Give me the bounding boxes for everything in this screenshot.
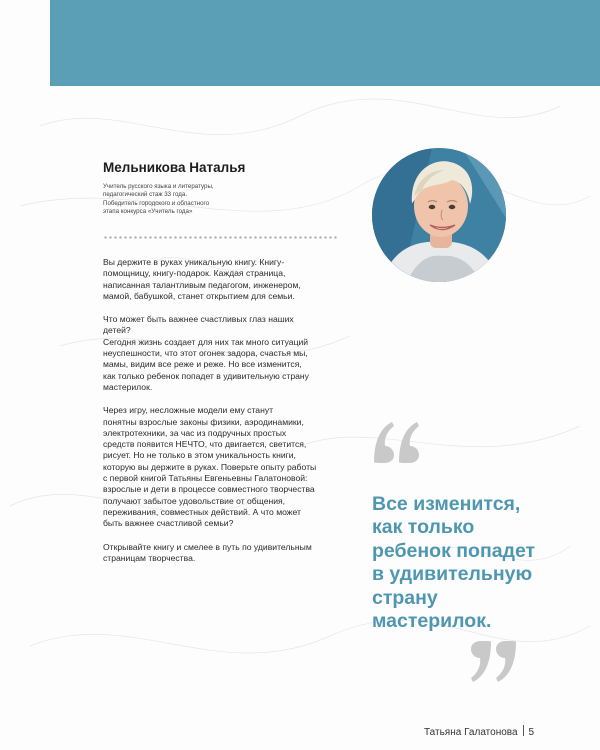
body-line: электротехники, за час из подручных простых	[103, 427, 287, 438]
page-number: 5	[528, 727, 535, 738]
body-line: взрослые и дети в процессе совместного творчества	[103, 484, 315, 495]
body-line: которую вы держите в руках. Поверьте опыту работы	[103, 461, 317, 472]
pull-quote-line: как только	[372, 516, 475, 539]
author-portrait-icon	[372, 148, 506, 282]
body-line: получают забытое удовольствие от общения,	[103, 495, 286, 506]
pull-quote-line: мастерилок.	[372, 610, 492, 633]
page-footer	[424, 725, 534, 738]
footer-author: Татьяна Галатонова	[424, 727, 518, 738]
author-photo	[372, 148, 506, 282]
body-line: переживания, совместных действий. А что может	[103, 506, 301, 517]
body-line: Вы держите в руках уникальную книгу. Книгу-	[103, 257, 285, 267]
body-line: рисует. Но не только в этом уникальность книги,	[103, 450, 296, 461]
body-line: как только ребенок попадет в удивительную страну	[103, 370, 309, 381]
body-line: мамой, бабушкой, станет открытием для семьи.	[103, 290, 295, 301]
body-line: с первой книгой Татьяны Евгеньевны Галатоновой:	[103, 473, 308, 484]
pull-quote-line: страну	[372, 586, 438, 609]
top-color-band	[50, 0, 600, 86]
author-bio-line: педагогический стаж 33 года.	[103, 191, 188, 199]
body-paragraph	[103, 405, 353, 529]
open-quote-icon	[372, 420, 422, 464]
pull-quote-line: в удивительную	[372, 563, 533, 586]
author-bio-line: Учитель русского языка и литературы,	[103, 183, 214, 190]
body-paragraph	[103, 314, 353, 393]
body-line: понятны взрослые законы физики, аэродинамики,	[103, 416, 304, 427]
author-bio-line: Победитель городского и областного	[103, 199, 210, 207]
body-text	[103, 257, 353, 576]
body-paragraph	[103, 257, 353, 302]
pull-quote	[372, 493, 542, 633]
body-line: детей?	[103, 325, 131, 336]
close-quote-icon	[468, 640, 518, 684]
author-name: Мельникова Наталья	[103, 160, 246, 175]
body-line: мастерилок.	[103, 381, 153, 392]
body-line: неуспешности, что этот огонек задора, счастья мы,	[103, 348, 308, 359]
body-line: мамы, видим все реже и реже. Но все изменится,	[103, 359, 302, 370]
pull-quote-line: ребенок попадет	[372, 539, 536, 562]
author-bio	[103, 183, 273, 216]
body-line: страницам творчества.	[103, 552, 196, 563]
author-bio-line: этапа конкурса «Учитель года»	[103, 207, 193, 215]
body-line: Через игру, несложные модели ему станут	[103, 405, 274, 416]
body-line: написанная талантливым педагогом, инженером,	[103, 279, 301, 290]
footer-separator	[523, 725, 524, 736]
pull-quote-line: Все изменится,	[372, 493, 521, 515]
body-line: средств появится НЕЧТО, что двигается, светится,	[103, 439, 307, 450]
body-line: помощницу, книгу-подарок. Каждая страница,	[103, 268, 286, 279]
body-line: быть важнее счастливой семьи?	[103, 518, 234, 529]
body-line: Открывайте книгу и смелее в путь по удивительным	[103, 541, 312, 552]
dotted-divider	[103, 236, 339, 239]
body-line: Сегодня жизнь создает для них так много ситуаций	[103, 336, 309, 347]
body-line: Что может быть важнее счастливых глаз наших	[103, 314, 294, 325]
body-paragraph	[103, 542, 353, 565]
